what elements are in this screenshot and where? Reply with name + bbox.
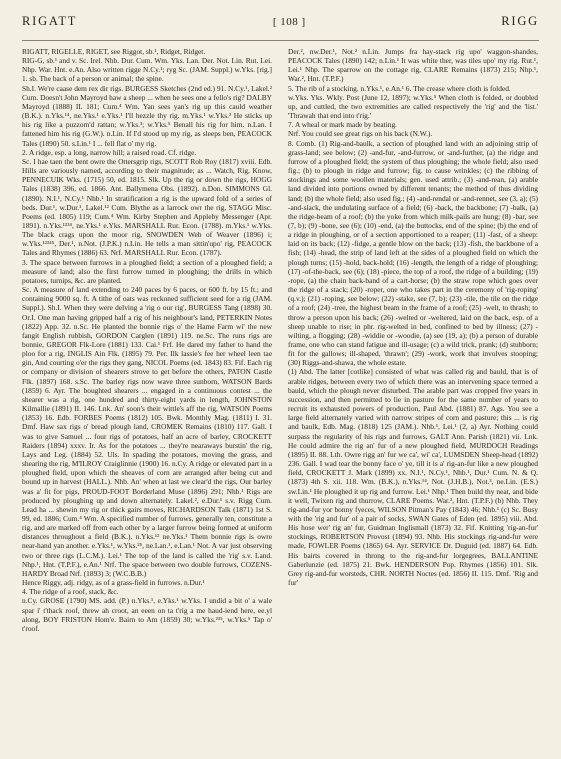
running-head-left: RIGATT (22, 14, 78, 28)
entry-paragraph: 7. A wheal or mark made by beating. (288, 120, 397, 130)
entry-paragraph: Der.², nw.Der.¹, Not.² n.Lin. Jumps fra hay-stack rig upo' waggon-shandes, PEACOCK Tales (1890) 142; n.Lin.¹ It was white ther, was tiles upo' my rig. Rut.¹, Lei.¹ Nhp. The sparrow on the cottage rig, CLARE Remains (1873) 215; Nhp.¹, War.², Hnt. (T.P.F.) (288, 47, 538, 84)
entry-paragraph: Sh.I. We're caase dem rex dir rigs. BURGESS Sketches (2nd ed.) 91. N.Cy.¹, Lakel.² Cum. Doesn't John Mayroyd haw a sheep ... when he sees one a fello's rig? DALBY Mayroyd (1888) II. 181; Cum.⁴ Wm. Yan sees yan's rig up this cauld weather (B.K.). n.Yks.¹⁴, ne.Yks.¹ e.Yks.¹ I'll hezzle thy rig. m.Yks.¹ w.Yks.² He sticks up his rig like a puzzom'd rattan; w.Yks.³; w.Yks.⁵ Benall his rig for him. n.Lan. I fattened him his rig (G.W.). n.Lin. If I'd stood up my rig, as sleeps ben, PEACOCK Tales (1890) 50. s.Lin.¹ I ... fell flat o' my rig. (22, 83, 272, 148)
entry-paragraph: w.Yks. Yks. Wkly. Post (June 12, 1897); w.Yks.⁵ When cloth is folded, or doubled up, and cuttled, the two extremities are called respectively the 'rig' and the 'list.' 'Thrawah that end into t'rig.' (288, 92, 538, 121)
entry-paragraph: 2. A ridge, esp. a long, narrow hill; a raised road. Cf. ridge. (22, 147, 197, 157)
entry-paragraph: 5. The rib of a stocking. n.Yks.¹, e.An.¹ 6. The crease where cloth is folded. (288, 83, 511, 93)
left-column (22, 47, 272, 759)
entry-paragraph: Nrf. You could see great rigs on his back (N.W.). (288, 129, 433, 139)
entry-paragraph: 3. The space between furrows in a ploughed field; a section of a ploughed field; a measure of land; also the first furrow turned in ploughing; the drills in which potatoes, turnips, &c. are planted. (22, 257, 272, 285)
page-number: [ 108 ] (272, 16, 306, 28)
entry-paragraph: n.Cy. GROSE (1790) MS. add. (P.) n.Yks.¹, e.Yks.¹ w.Yks. I undid a bit o' a wale spar i' t'thack roof, threw ah croot, an eeen on ta t'rig a me haud-iend here, ee.yl along, BOY FRISTON Hom'e. Bairn to Am (1859) 30; w.Yks.²³⁵, w.Yks.⁵ Tap o' t'roof. (22, 596, 272, 633)
entry-paragraph: Hence Riggy, adj. ridgy, as of a grass-field in furrows. n.Dur.¹ (22, 578, 205, 588)
right-column (288, 47, 538, 759)
entry-paragraph: Sc. I hae taen the bent owre the Ottersgrip rigs, SCOTT Rob Roy (1817) xviii. Edb. Hills are variously named, according to their magnitude; as ... Watch, Rig, Know, PENNECUIK Wks. (1715) 50, ed. 1815. Slk. Up the rig or down the rigs, HOGG Tales (1838) 396, ed. 1866. Ant. Ballymena Obs. (1892). n.Don. SIMMONS Gl. (1890). N.I.¹, N.Cy.¹ Nhb.¹ In stratification a rig is the upward fold of a series of beds. Dur.¹, w.Dur.¹, Lakel.¹² Cum. Blythe as a larrock owr the rig, STAGG Misc. Poems (ed. 1805) 119; Cum.⁴ Wm. Kirby Stephen and Appleby Messenger (Apr. 1891). n.Yks.¹²³⁴, ne.Yks.¹ e.Yks. MARSHALL Rur. Econ. (1788). m.Yks.¹ w.Yks. The black crags upon the moor rig, SNOWDEN Web of Weaver (1896) i; w.Yks.¹²³⁴⁵, Der.¹, n.Not. (J.P.K.) n.Lin. He tells a man sittin'upo' rig, PEACOCK Tales and Rhymes (1886) 63. Nrf. MARSHALL Rur. Econ. (1787). (22, 156, 272, 258)
running-head-right: RIGG (501, 14, 539, 28)
entry-paragraph: RIGATT, RIGELLE, RIGET, see Riggot, sb.¹, Ridget, Ridget. (22, 47, 206, 56)
entry-paragraph: Sc. A measure of land extending to 240 paces by 6 paces, or 600 ft. by 15 ft.; and containing 9000 sq. ft. A tithe of oats was reckoned sufficient seed for a rig (JAM. Suppl.). Sh.I. When they were delving a 'rig o our rig', BURGESS Tang (1898) 30. Or.I. One man having gripped half a rig of his neighbour's land, PETERKIN Notes (1822) App. 32. n.Sc. He planted the bonnie rigs o' the Hame Farm wi' the new fangit English rubbish, GORDON Carglen (1891) 119. ne.Sc. The runs rigs are bonnie, GREGOR Flk-Lore (1881) 133. Cai.¹ Frf. He dared my father to hand the ploo for a rig, INGLIS Ain Flk. (1895) 79. Per. Ilk lassie's fee her wheel leen tae gin, And courting o'er the rigs they gang, NICOL Poems (ed. 1843) 83. Fif. Each rig or company or division of shearers strove to get before the others, PATON Castle Flk. (1897) 168. s.Sc. The barley rigs now wave three sunborn, WATSON Bards (1859) 6. Ayr. The boughted shearers ... engaged in a continuous contest ... the shearer was a rig, one hundred and thirty-eight yards in length, JOHNSTON Kilmallie (1891) II. 146. Lnk. An' soon's their wittle's aff the rig, WATSON Poems (1853) 16. Edb. FORBES Poems (1812) 105. Bwk. Monthly Mag. (1811) I. 31. Dmf. Haw sax rigs o' bread plough land, CROMEK Remains (1810) 117. Gall. I was to give Samuel ... four rigs of potatoes, half an acre of barley, CROCKETT Raiders (1894) xxxv. Ir. As for the potatoes ... they're nearaways burstin' the rig, Lays and Leg. (1884) 52. Uls. In spading the potatoes, moving the grass, and shearing the rig, M'ILROY Craiglinnie (1900) 16. n.Cy. A ridge or elevated part in a ploughed field, upon which the sheaves of corn are arranged after being cut and bound up in harvest (HALL.). Nhb. An' when at last we clear'd the rigs, Our barley was a' fit for pigs, PROUD-FOOT Borderland Muse (1896) 291; Nhb.¹ Rigs are produced by ploughing up and down alternately. Lakel.², e.Dur.¹ s.v. Rigg Cum. Lead ha ... shewin my rig or thick gairs moves, RICHARDSON Talk (1871) 1st S. 99, ed. 1886; Cum.⁴ Wm. A specified number of furrows, generally ten, constitute a rig, and are marked off from each other by a larger furrow being formed at uniform distances throughout a field (B.K.). n.Yks.¹² ne.Yks.¹ Them bonnie rigs is owre near-hand yan another. e.Yks.¹, w.Yks.²⁵, ne.Lan.¹, e.Lan.¹ Not. A var just observing two or three rigs (L.C.M.). Lei.¹ The top of the land is called the 'rig' s.v. Land. Nhp.¹, Hnt. (T.P.F.), e.An.¹ Nrf. The space between two double furrows, COZENS-HARDY Broad Nrf. (1893) 3; (W.C.B.B.) (22, 285, 272, 578)
page-header (22, 14, 539, 41)
entry-paragraph: 4. The ridge of a roof, stack, &c. (22, 587, 119, 597)
text-columns (22, 47, 539, 759)
entry-paragraph: RIG-G, sb.¹ and v. Sc. Irel. Nhb. Dur. Cum. Wm. Yks. Lan. Der. Not. Lin. Rut. Lei. Nhp. War. Hnt. e.An. Also written rigge N.Cy.¹; ryg Sc. (JAM. Suppl.) w.Yks. [rig.] 1. sb. The back of a person or animal; the spine. (22, 56, 272, 84)
entry-paragraph: (1) Abd. The latter [cotlike] consisted of what was called rig and bauld, that is of arable ridges, between every two of which there was an intervening space termed a bauld, which the plough never disturbed. The arable part was cropped five years in succession, and then permitted to lie in pasture for the same number of years to recruit its exhausted powers of production, Paul Abd. (1881) 87. Ags. You see a large field alternately varied with narrow stripes of corn and pasture; this ... is rig and baulk, Edb. Mag. (1818) 125 (JAM.). Nhb.¹, Lei.¹ (2, a) Ayr. Nothing could surpass the regularity of his rigs and furrows, GALT Ann. Parish (1821) vii. Lnk. He could admire the rig an' fur of a new ploughed field, MURDOCH Readings (1895) II. 88. Lth. Owre rigg an' fur we ca', wi' ca', LUMSDEN Sheep-head (1892) 236. Gall. I wad tear the bonny face o' ye, till it is a' rig-an-fur like a new ploughed field, CROCKETT J. Mark (1899) xx. N.I.¹, N.Cy.¹, Nhb.¹, Dur.¹ Cum. N. & Q. (1873) 4th S. xii. 118. Wm. (B.K.), n.Yks.¹⁴, Not. (J.H.B.), Not.³, ne.Lin. (E.S.) sw.Lin.¹ He ploughed it up rig and furrow. Lei.¹ Nhp.¹ Then build thy neat, and bide it well, Twixen rig and thurrow, CLARE Poems. War.², Hnt. (T.P.F.) (b) Nhb. They rig-and-fur yor bonny fyeces, WILSON Pitman's Pay (1843) 46; Nhb.¹ (c) Sc. Busy with the 'rig and fur' of a pair of socks, SWAN Gates of Eden (ed. 1895) viii. Abd. His hose wer' rig an' fur, Guidman Inglismall (1873) 32. Fif. Knitting 'rig-an-fur' stockings, ROBERTSON Provost (1894) 93. Nhb. His stockings rig-and-fur were made, FOWLER Poems (1865) 64. Ayr. SERVICE Dr. Duguid (ed. 1887) 64. Edb. His bairts covered in throng to the rig-and-fur lorgegrees, BALLANTINE Gaberlunzie (ed. 1875) 21. Bwk. HENDERSON Pop. Rhymes (1856) 101. Slk. Grey rig-and-fur worsteds, CHR. NORTH Noctes (ed. 1856) II. 115. Dmf. 'Rig and fur' (288, 367, 538, 588)
entry-paragraph: 8. Comb. (1) Rig-and-baulk, a section of ploughed land with an adjoining strip of grass-land; see below; (2) -and-fur, -and-furrow, or -and-further, (a) the ridge and furrow of a ploughed field; the system of thus ploughing; the whole field; also used fig.; (b) to plough in ridge and furrow; fig. to cause wrinkles; (c) the ribbing of stockings and some woollen materials; gen. used attrib.; (3) -and-rean, (a) arable land divided into portions owned by different tenants; the method of thus dividing land; (b) the whole field; also used fig.; (4) -and-rendal or -and-rennet, see (3, a); (5) -and-slack, the undulating surface of a field; (6) -back, the backbone; (7) -balk, (a) the ridge-beam of a roof; (b) the yoke from which milk-pails are hung; (8) -bar, see (7, b); (9) -bone, see (6); (10) -end, (a) the buttocks, end of the spine; (b) the end of a ridge in ploughing, or of a section apportioned to a reaper; (11) -fast, of a sheep: laid on its back; (12) -fidge, a gentle blow on the back; (13) -fish, the backbone of a fish; (14) -head, the strip of land left at the sides of a ploughed field on which the plough turns; (15) -hold, back-hold; (16) -length, the length of a ridge of ploughing; (17) -of-the-back, see (6); (18) -piece, the top of a roof, the ridge of a building; (19) -rope, (a) the chain back-band of a cart-horse; (b) the straw rope which goes over the ridge of a stack; (20) -roper, one who takes part in the ceremony of 'rig-roping' (q.v.); (21) -roping, see below; (22) -stake, see (7, b); (23) -tile, the tile on the ridge of a roof; (24) -tree, the highest beam in the frame of a roof; (25) -welt, to thrash; to throw a person upon his back; (26) -welted or -weltered, laid on the back, esp. of a sheep unable to rise; in phr. rig-welted in bed, confined to bed by illness; (27) -wilting, a flogging; (28) -widdie or -woodie, (a) see (19, a); (b) a person of durable frame, one who can stand fatigue and ill-usage; (c) a wild trick, prank; (d) stubborn; fit for the gallows; ill-shaped, 'thrawn'; (29) -work, work that involves stooping; (30) Riggs-and-shawa, the whole estate. (288, 138, 538, 368)
